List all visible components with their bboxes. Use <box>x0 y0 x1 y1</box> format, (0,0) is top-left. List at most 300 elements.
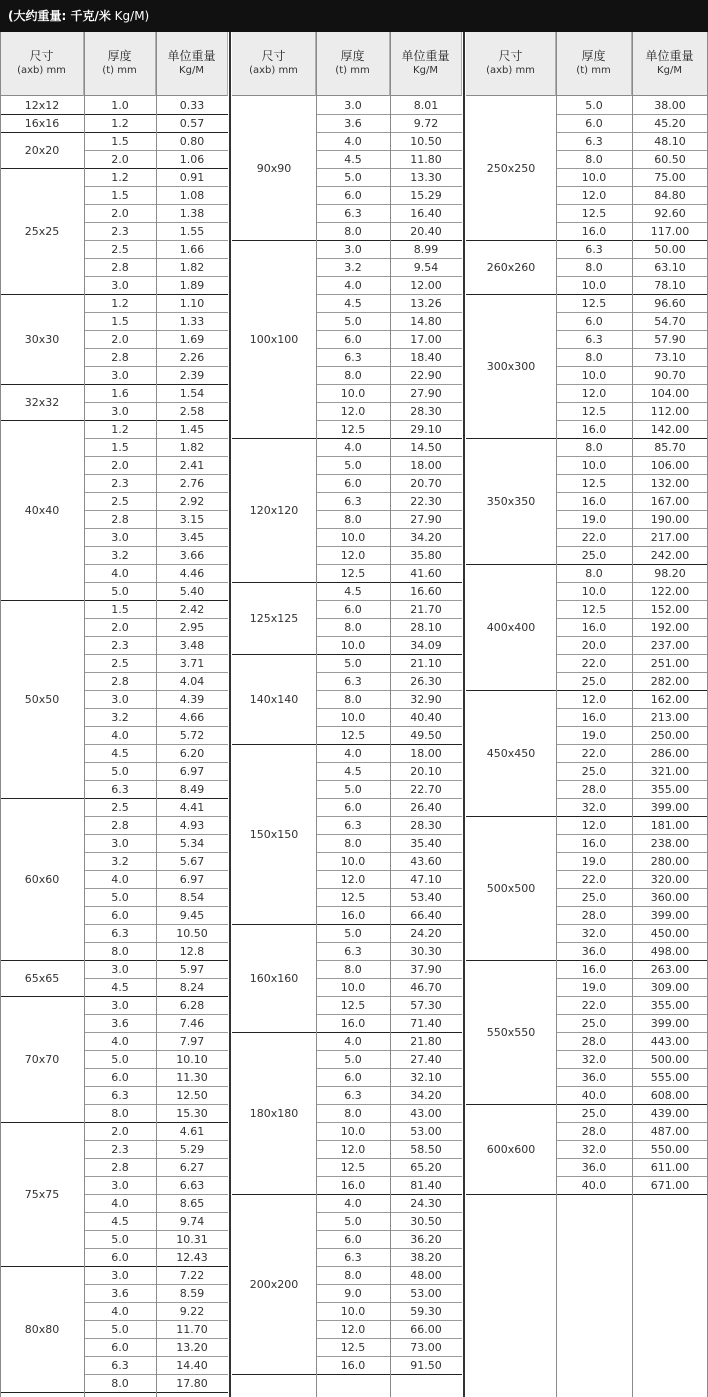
title-cn: (大约重量: 千克/米 <box>8 9 111 23</box>
thickness-cell: 5.0 <box>316 1213 390 1231</box>
weight-cell: 7.22 <box>156 1267 228 1285</box>
weight-cell: 53.00 <box>390 1285 462 1303</box>
weight-cell: 237.00 <box>632 637 708 655</box>
weight-cell: 4.93 <box>156 817 228 835</box>
weight-cell: 13.20 <box>156 1339 228 1357</box>
weight-cell: 14.50 <box>390 439 462 457</box>
column-rule <box>84 32 85 1397</box>
weight-cell: 152.00 <box>632 601 708 619</box>
thickness-cell: 10.0 <box>556 277 632 295</box>
weight-cell: 6.28 <box>156 997 228 1015</box>
thickness-cell: 6.3 <box>316 943 390 961</box>
weight-cell: 443.00 <box>632 1033 708 1051</box>
thickness-cell: 8.0 <box>84 1105 156 1123</box>
thickness-cell: 16.0 <box>556 223 632 241</box>
header-thickness <box>556 32 632 96</box>
thickness-cell: 16.0 <box>556 619 632 637</box>
weight-cell: 8.49 <box>156 781 228 799</box>
panel-divider <box>463 32 465 1397</box>
thickness-cell: 10.0 <box>316 709 390 727</box>
thickness-cell: 5.0 <box>316 1051 390 1069</box>
weight-cell: 26.40 <box>390 799 462 817</box>
thickness-cell: 6.0 <box>556 313 632 331</box>
weight-cell: 0.80 <box>156 133 228 151</box>
column-rule <box>632 32 633 1397</box>
thickness-cell: 5.0 <box>316 457 390 475</box>
weight-cell: 57.90 <box>632 331 708 349</box>
weight-cell: 49.50 <box>390 727 462 745</box>
header-line1: 尺寸 <box>261 49 286 63</box>
thickness-cell: 10.0 <box>556 457 632 475</box>
thickness-cell: 12.0 <box>316 547 390 565</box>
weight-cell: 38.00 <box>632 97 708 115</box>
weight-cell: 608.00 <box>632 1087 708 1105</box>
thickness-cell: 6.3 <box>84 1357 156 1375</box>
thickness-cell: 8.0 <box>556 439 632 457</box>
weight-cell: 122.00 <box>632 583 708 601</box>
weight-cell: 65.20 <box>390 1159 462 1177</box>
weight-cell: 9.74 <box>156 1213 228 1231</box>
weight-cell: 18.00 <box>390 457 462 475</box>
header-weight <box>632 32 708 96</box>
thickness-cell: 2.0 <box>84 457 156 475</box>
weight-cell: 1.55 <box>156 223 228 241</box>
weight-cell: 34.20 <box>390 1087 462 1105</box>
weight-cell: 17.00 <box>390 331 462 349</box>
thickness-cell: 12.0 <box>316 1321 390 1339</box>
weight-cell: 132.00 <box>632 475 708 493</box>
thickness-cell: 2.8 <box>84 673 156 691</box>
thickness-cell: 1.5 <box>84 133 156 151</box>
weight-cell: 27.40 <box>390 1051 462 1069</box>
thickness-cell: 1.6 <box>84 385 156 403</box>
weight-cell: 117.00 <box>632 223 708 241</box>
weight-cell: 213.00 <box>632 709 708 727</box>
header-line2: (t) mm <box>335 65 370 76</box>
weight-cell: 20.70 <box>390 475 462 493</box>
weight-cell: 9.72 <box>390 115 462 133</box>
weight-cell: 263.00 <box>632 961 708 979</box>
thickness-cell: 4.0 <box>316 1195 390 1213</box>
weight-cell: 4.46 <box>156 565 228 583</box>
weight-cell: 15.29 <box>390 187 462 205</box>
thickness-cell: 1.5 <box>84 439 156 457</box>
size-cell: 140x140 <box>232 655 316 745</box>
header-size <box>0 32 84 96</box>
weight-cell: 98.20 <box>632 565 708 583</box>
thickness-cell: 6.0 <box>556 115 632 133</box>
size-cell: 150x150 <box>232 745 316 925</box>
weight-cell: 21.80 <box>390 1033 462 1051</box>
weight-cell: 1.66 <box>156 241 228 259</box>
weight-cell: 40.40 <box>390 709 462 727</box>
weight-cell: 217.00 <box>632 529 708 547</box>
weight-cell: 29.10 <box>390 421 462 439</box>
weight-cell: 242.00 <box>632 547 708 565</box>
weight-cell: 2.42 <box>156 601 228 619</box>
thickness-cell: 2.0 <box>84 619 156 637</box>
thickness-cell: 12.5 <box>316 727 390 745</box>
weight-cell: 12.00 <box>390 277 462 295</box>
thickness-cell: 20.0 <box>556 637 632 655</box>
thickness-cell: 25.0 <box>556 763 632 781</box>
thickness-cell: 12.5 <box>316 565 390 583</box>
weight-cell: 181.00 <box>632 817 708 835</box>
thickness-cell: 10.0 <box>316 385 390 403</box>
thickness-cell: 6.3 <box>84 1087 156 1105</box>
weight-cell: 355.00 <box>632 997 708 1015</box>
thickness-cell: 16.0 <box>556 835 632 853</box>
weight-cell: 142.00 <box>632 421 708 439</box>
size-cell: 450x450 <box>466 691 556 817</box>
weight-cell: 399.00 <box>632 1015 708 1033</box>
thickness-cell: 12.5 <box>316 889 390 907</box>
thickness-cell: 2.3 <box>84 475 156 493</box>
weight-cell: 8.24 <box>156 979 228 997</box>
header-line2: (axb) mm <box>17 65 66 76</box>
weight-cell: 6.63 <box>156 1177 228 1195</box>
weight-cell: 6.97 <box>156 763 228 781</box>
weight-cell: 399.00 <box>632 799 708 817</box>
header-line1: 厚度 <box>107 49 132 63</box>
panel-divider <box>229 32 231 1397</box>
thickness-cell: 6.3 <box>316 493 390 511</box>
header-line2: (t) mm <box>576 65 611 76</box>
size-cell: 80x80 <box>0 1267 84 1393</box>
header-line1: 单位重量 <box>401 49 450 63</box>
thickness-cell: 10.0 <box>316 637 390 655</box>
weight-cell: 498.00 <box>632 943 708 961</box>
weight-cell: 1.69 <box>156 331 228 349</box>
size-cell: 32x32 <box>0 385 84 421</box>
weight-cell: 90.70 <box>632 367 708 385</box>
thickness-cell: 12.0 <box>316 871 390 889</box>
weight-cell: 106.00 <box>632 457 708 475</box>
thickness-cell: 4.0 <box>84 565 156 583</box>
thickness-cell: 6.3 <box>316 1249 390 1267</box>
weight-cell: 48.10 <box>632 133 708 151</box>
thickness-cell: 4.0 <box>84 727 156 745</box>
thickness-cell: 2.8 <box>84 1159 156 1177</box>
weight-cell: 46.70 <box>390 979 462 997</box>
weight-cell: 10.50 <box>156 925 228 943</box>
thickness-cell: 32.0 <box>556 799 632 817</box>
weight-cell: 9.22 <box>156 1303 228 1321</box>
thickness-cell: 5.0 <box>84 583 156 601</box>
thickness-cell: 16.0 <box>316 1015 390 1033</box>
thickness-cell: 3.0 <box>84 277 156 295</box>
weight-cell: 58.50 <box>390 1141 462 1159</box>
thickness-cell: 5.0 <box>84 889 156 907</box>
thickness-cell: 6.3 <box>84 925 156 943</box>
weight-cell: 1.38 <box>156 205 228 223</box>
thickness-cell: 2.3 <box>84 223 156 241</box>
weight-cell: 71.40 <box>390 1015 462 1033</box>
thickness-cell: 8.0 <box>316 1105 390 1123</box>
weight-cell: 45.20 <box>632 115 708 133</box>
size-cell: 65x65 <box>0 961 84 997</box>
thickness-cell: 22.0 <box>556 655 632 673</box>
column-rule <box>156 32 157 1397</box>
weight-cell: 13.26 <box>390 295 462 313</box>
thickness-cell: 22.0 <box>556 871 632 889</box>
weight-cell: 11.80 <box>390 151 462 169</box>
thickness-cell: 4.0 <box>316 277 390 295</box>
thickness-cell: 2.3 <box>84 637 156 655</box>
thickness-cell: 36.0 <box>556 943 632 961</box>
thickness-cell: 3.6 <box>316 115 390 133</box>
thickness-cell: 6.0 <box>316 331 390 349</box>
thickness-cell: 3.0 <box>84 529 156 547</box>
thickness-cell: 12.0 <box>316 403 390 421</box>
weight-cell: 34.09 <box>390 637 462 655</box>
weight-cell: 3.45 <box>156 529 228 547</box>
weight-cell: 399.00 <box>632 907 708 925</box>
thickness-cell: 19.0 <box>556 853 632 871</box>
thickness-cell: 40.0 <box>556 1087 632 1105</box>
thickness-cell: 10.0 <box>316 1303 390 1321</box>
thickness-cell: 3.0 <box>84 835 156 853</box>
size-cell: 16x16 <box>0 115 84 133</box>
thickness-cell: 5.0 <box>316 781 390 799</box>
weight-cell: 9.54 <box>390 259 462 277</box>
thickness-cell: 8.0 <box>84 943 156 961</box>
weight-cell: 22.90 <box>390 367 462 385</box>
weight-cell: 26.30 <box>390 673 462 691</box>
thickness-cell: 4.0 <box>316 133 390 151</box>
thickness-cell: 6.0 <box>84 1069 156 1087</box>
weight-cell: 360.00 <box>632 889 708 907</box>
thickness-cell: 5.0 <box>84 1231 156 1249</box>
weight-cell: 6.20 <box>156 745 228 763</box>
weight-cell: 1.82 <box>156 439 228 457</box>
thickness-cell: 2.0 <box>84 331 156 349</box>
thickness-cell: 12.5 <box>556 601 632 619</box>
size-cell: 250x250 <box>466 97 556 241</box>
weight-cell: 12.50 <box>156 1087 228 1105</box>
weight-cell: 10.10 <box>156 1051 228 1069</box>
thickness-cell: 6.0 <box>316 799 390 817</box>
thickness-cell: 5.0 <box>316 655 390 673</box>
size-cell: 550x550 <box>466 961 556 1105</box>
thickness-cell: 25.0 <box>556 1015 632 1033</box>
thickness-cell: 25.0 <box>556 673 632 691</box>
thickness-cell: 4.5 <box>316 295 390 313</box>
thickness-cell: 10.0 <box>316 529 390 547</box>
header-line2: (axb) mm <box>249 65 298 76</box>
weight-cell: 2.26 <box>156 349 228 367</box>
weight-cell: 7.46 <box>156 1015 228 1033</box>
weight-cell: 91.50 <box>390 1357 462 1375</box>
weight-cell: 3.15 <box>156 511 228 529</box>
thickness-cell: 3.0 <box>84 997 156 1015</box>
thickness-cell: 4.0 <box>84 1033 156 1051</box>
weight-cell: 1.54 <box>156 385 228 403</box>
weight-cell: 81.40 <box>390 1177 462 1195</box>
weight-cell: 53.00 <box>390 1123 462 1141</box>
weight-cell: 2.58 <box>156 403 228 421</box>
weight-cell: 54.70 <box>632 313 708 331</box>
weight-cell: 555.00 <box>632 1069 708 1087</box>
weight-cell: 24.30 <box>390 1195 462 1213</box>
size-cell: 100x100 <box>232 241 316 439</box>
thickness-cell: 28.0 <box>556 1123 632 1141</box>
size-cell: 75x75 <box>0 1123 84 1267</box>
thickness-cell: 32.0 <box>556 1051 632 1069</box>
thickness-cell: 8.0 <box>316 835 390 853</box>
thickness-cell: 3.6 <box>84 1285 156 1303</box>
weight-cell: 14.40 <box>156 1357 228 1375</box>
thickness-cell: 12.5 <box>556 403 632 421</box>
thickness-cell: 8.0 <box>556 259 632 277</box>
weight-cell: 2.95 <box>156 619 228 637</box>
thickness-cell: 6.3 <box>84 781 156 799</box>
weight-cell: 16.60 <box>390 583 462 601</box>
weight-cell: 27.90 <box>390 511 462 529</box>
weight-cell: 30.50 <box>390 1213 462 1231</box>
header-line2: Kg/M <box>179 65 204 76</box>
thickness-cell: 3.2 <box>316 259 390 277</box>
weight-cell: 8.54 <box>156 889 228 907</box>
weight-cell: 16.40 <box>390 205 462 223</box>
thickness-cell: 3.2 <box>84 709 156 727</box>
weight-cell: 5.40 <box>156 583 228 601</box>
thickness-cell: 3.2 <box>84 853 156 871</box>
column-rule <box>556 32 557 1397</box>
thickness-cell: 6.0 <box>316 1231 390 1249</box>
thickness-cell: 22.0 <box>556 529 632 547</box>
thickness-cell: 6.0 <box>84 1249 156 1267</box>
weight-cell: 1.10 <box>156 295 228 313</box>
weight-cell: 1.45 <box>156 421 228 439</box>
thickness-cell: 6.0 <box>316 475 390 493</box>
weight-cell: 18.40 <box>390 349 462 367</box>
weight-cell: 0.91 <box>156 169 228 187</box>
weight-cell: 250.00 <box>632 727 708 745</box>
size-cell: 70x70 <box>0 997 84 1123</box>
header-size <box>466 32 556 96</box>
weight-cell: 251.00 <box>632 655 708 673</box>
weight-cell: 37.90 <box>390 961 462 979</box>
weight-cell: 6.27 <box>156 1159 228 1177</box>
thickness-cell: 5.0 <box>84 763 156 781</box>
weight-cell: 35.40 <box>390 835 462 853</box>
thickness-cell: 36.0 <box>556 1069 632 1087</box>
size-cell: 90x90 <box>232 97 316 241</box>
weight-cell: 5.97 <box>156 961 228 979</box>
header-thickness <box>84 32 156 96</box>
weight-cell: 162.00 <box>632 691 708 709</box>
thickness-cell: 22.0 <box>556 997 632 1015</box>
weight-cell: 1.82 <box>156 259 228 277</box>
thickness-cell: 6.0 <box>84 1339 156 1357</box>
weight-cell: 0.57 <box>156 115 228 133</box>
weight-cell: 96.60 <box>632 295 708 313</box>
thickness-cell: 2.3 <box>84 1141 156 1159</box>
size-cell: 60x60 <box>0 799 84 961</box>
thickness-cell: 6.0 <box>316 187 390 205</box>
weight-cell: 671.00 <box>632 1177 708 1195</box>
weight-cell: 0.33 <box>156 97 228 115</box>
thickness-cell: 1.5 <box>84 313 156 331</box>
thickness-cell: 10.0 <box>556 367 632 385</box>
weight-cell: 487.00 <box>632 1123 708 1141</box>
thickness-cell: 4.5 <box>84 1213 156 1231</box>
thickness-cell: 8.0 <box>556 151 632 169</box>
thickness-cell: 16.0 <box>316 1177 390 1195</box>
size-cell: 25x25 <box>0 169 84 295</box>
header-size <box>232 32 316 96</box>
header-line2: (t) mm <box>102 65 137 76</box>
weight-cell: 450.00 <box>632 925 708 943</box>
thickness-cell: 5.0 <box>316 169 390 187</box>
thickness-cell: 5.0 <box>556 97 632 115</box>
thickness-cell: 25.0 <box>556 547 632 565</box>
thickness-cell: 3.2 <box>84 547 156 565</box>
size-cell: 120x120 <box>232 439 316 583</box>
thickness-cell: 4.5 <box>316 151 390 169</box>
thickness-cell: 3.0 <box>84 367 156 385</box>
weight-cell: 10.50 <box>390 133 462 151</box>
thickness-cell: 8.0 <box>316 1267 390 1285</box>
size-cell: 160x160 <box>232 925 316 1033</box>
weight-cell: 73.00 <box>390 1339 462 1357</box>
thickness-cell: 25.0 <box>556 1105 632 1123</box>
thickness-cell: 4.0 <box>316 1033 390 1051</box>
thickness-cell: 12.0 <box>556 187 632 205</box>
thickness-cell: 4.5 <box>84 979 156 997</box>
weight-cell: 104.00 <box>632 385 708 403</box>
thickness-cell: 2.5 <box>84 655 156 673</box>
thickness-cell: 1.2 <box>84 295 156 313</box>
thickness-cell: 12.5 <box>316 997 390 1015</box>
header-line1: 厚度 <box>340 49 365 63</box>
thickness-cell: 2.5 <box>84 241 156 259</box>
thickness-cell: 28.0 <box>556 781 632 799</box>
weight-cell: 282.00 <box>632 673 708 691</box>
weight-cell: 43.60 <box>390 853 462 871</box>
thickness-cell: 8.0 <box>316 367 390 385</box>
weight-cell: 22.70 <box>390 781 462 799</box>
weight-cell: 1.08 <box>156 187 228 205</box>
weight-cell: 17.80 <box>156 1375 228 1393</box>
weight-cell: 53.40 <box>390 889 462 907</box>
weight-cell: 4.39 <box>156 691 228 709</box>
thickness-cell: 16.0 <box>556 421 632 439</box>
weight-cell: 47.10 <box>390 871 462 889</box>
thickness-cell: 16.0 <box>556 493 632 511</box>
weight-cell: 2.39 <box>156 367 228 385</box>
weight-cell: 1.89 <box>156 277 228 295</box>
thickness-cell: 12.5 <box>316 1339 390 1357</box>
weight-cell: 190.00 <box>632 511 708 529</box>
weight-cell: 286.00 <box>632 745 708 763</box>
size-cell: 20x20 <box>0 133 84 169</box>
thickness-cell: 8.0 <box>316 619 390 637</box>
thickness-cell: 1.2 <box>84 115 156 133</box>
thickness-cell: 10.0 <box>316 853 390 871</box>
thickness-cell: 4.0 <box>84 1195 156 1213</box>
weight-cell: 5.72 <box>156 727 228 745</box>
weight-cell: 5.29 <box>156 1141 228 1159</box>
thickness-cell: 3.0 <box>84 1267 156 1285</box>
header-line2: Kg/M <box>413 65 438 76</box>
thickness-cell: 12.0 <box>556 817 632 835</box>
thickness-cell: 2.0 <box>84 151 156 169</box>
header-line1: 尺寸 <box>498 49 523 63</box>
thickness-cell: 4.0 <box>84 1303 156 1321</box>
weight-cell: 28.10 <box>390 619 462 637</box>
